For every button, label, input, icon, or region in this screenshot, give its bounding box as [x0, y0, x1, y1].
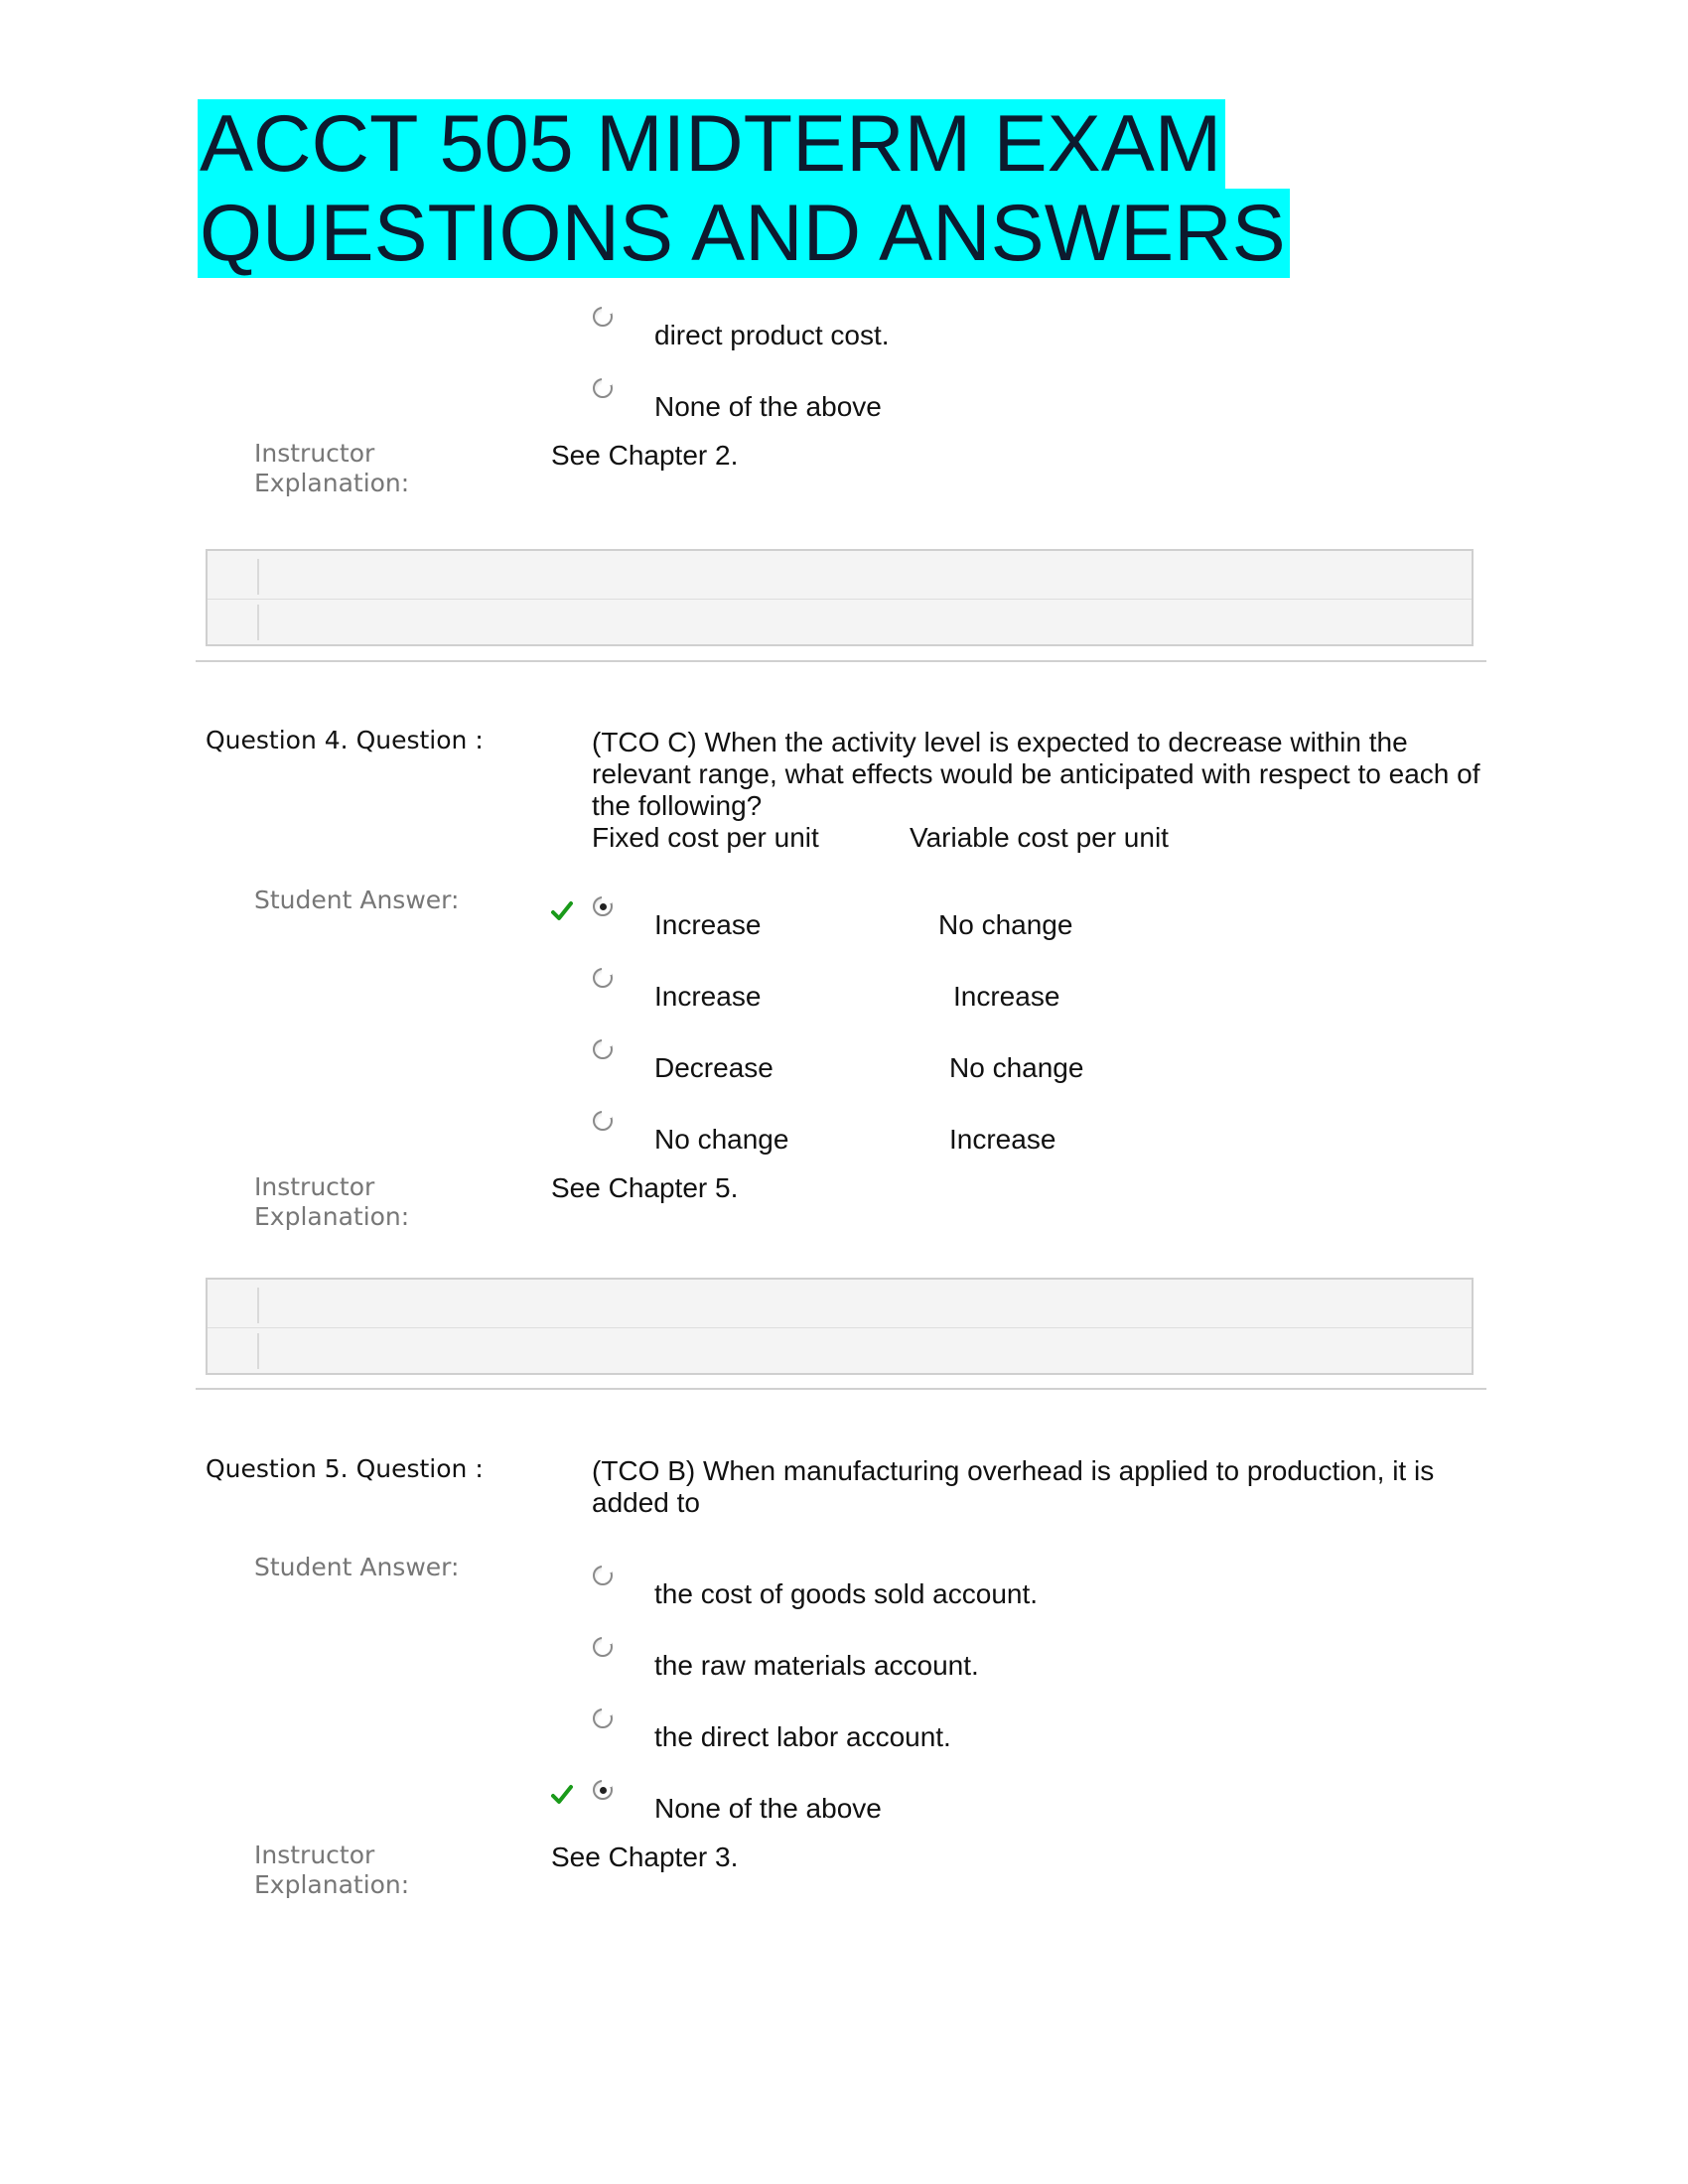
radio-button[interactable] — [593, 1566, 613, 1585]
q4-option-4-b: Increase — [949, 1124, 1056, 1155]
q4-option-2-b: Increase — [953, 981, 1060, 1012]
q3-option-1: direct product cost. — [654, 320, 890, 350]
instructor-label: Instructor — [254, 1172, 375, 1201]
q5-prompt: (TCO B) When manufacturing overhead is applied to production, it is added to — [592, 1455, 1435, 1518]
radio-button[interactable] — [593, 1039, 613, 1059]
explanation-label: Explanation: — [254, 469, 410, 497]
title-line-2: QUESTIONS AND ANSWERS — [198, 189, 1290, 278]
title-line-1: ACCT 505 MIDTERM EXAM — [198, 99, 1225, 189]
student-answer-label: Student Answer: — [254, 1553, 460, 1581]
question-4-label: Question 4. Question : — [206, 726, 484, 754]
radio-button[interactable] — [593, 1637, 613, 1657]
radio-button[interactable] — [593, 1111, 613, 1131]
radio-button-selected[interactable] — [593, 896, 613, 916]
question-5-label: Question 5. Question : — [206, 1454, 484, 1483]
instructor-label: Instructor — [254, 439, 375, 468]
radio-button[interactable] — [593, 1708, 613, 1728]
q5-option-4: None of the above — [654, 1793, 882, 1824]
q3-option-2: None of the above — [654, 391, 882, 422]
radio-button[interactable] — [593, 307, 613, 327]
instructor-label: Instructor — [254, 1841, 375, 1869]
q4-option-1-a: Increase — [654, 909, 762, 940]
q5-option-2: the raw materials account. — [654, 1650, 979, 1681]
q4-option-3-a: Decrease — [654, 1052, 774, 1083]
radio-button[interactable] — [593, 378, 613, 398]
correct-check-icon — [551, 1784, 573, 1806]
radio-button-selected[interactable] — [593, 1780, 613, 1800]
q4-col1-header: Fixed cost per unit — [592, 822, 819, 853]
q5-option-3: the direct labor account. — [654, 1721, 951, 1752]
q5-explanation: See Chapter 3. — [551, 1842, 739, 1872]
q4-option-3-b: No change — [949, 1052, 1084, 1083]
q5-option-1: the cost of goods sold account. — [654, 1578, 1039, 1609]
q4-explanation: See Chapter 5. — [551, 1172, 739, 1203]
explanation-label: Explanation: — [254, 1870, 410, 1899]
q4-option-2-a: Increase — [654, 981, 762, 1012]
explanation-label: Explanation: — [254, 1202, 410, 1231]
divider — [196, 1388, 1486, 1390]
q4-col2-header: Variable cost per unit — [910, 822, 1169, 853]
radio-button[interactable] — [593, 968, 613, 988]
q4-option-1-b: No change — [938, 909, 1073, 940]
q4-prompt: (TCO C) When the activity level is expected to decrease within the relevant range, what effects would be anticipated with respect to each of the following? — [592, 727, 1480, 821]
q4-option-4-a: No change — [654, 1124, 789, 1155]
feedback-box — [206, 549, 1474, 646]
divider — [196, 660, 1486, 662]
feedback-box — [206, 1278, 1474, 1375]
student-answer-label: Student Answer: — [254, 886, 460, 914]
correct-check-icon — [551, 900, 573, 922]
q3-explanation: See Chapter 2. — [551, 440, 739, 471]
